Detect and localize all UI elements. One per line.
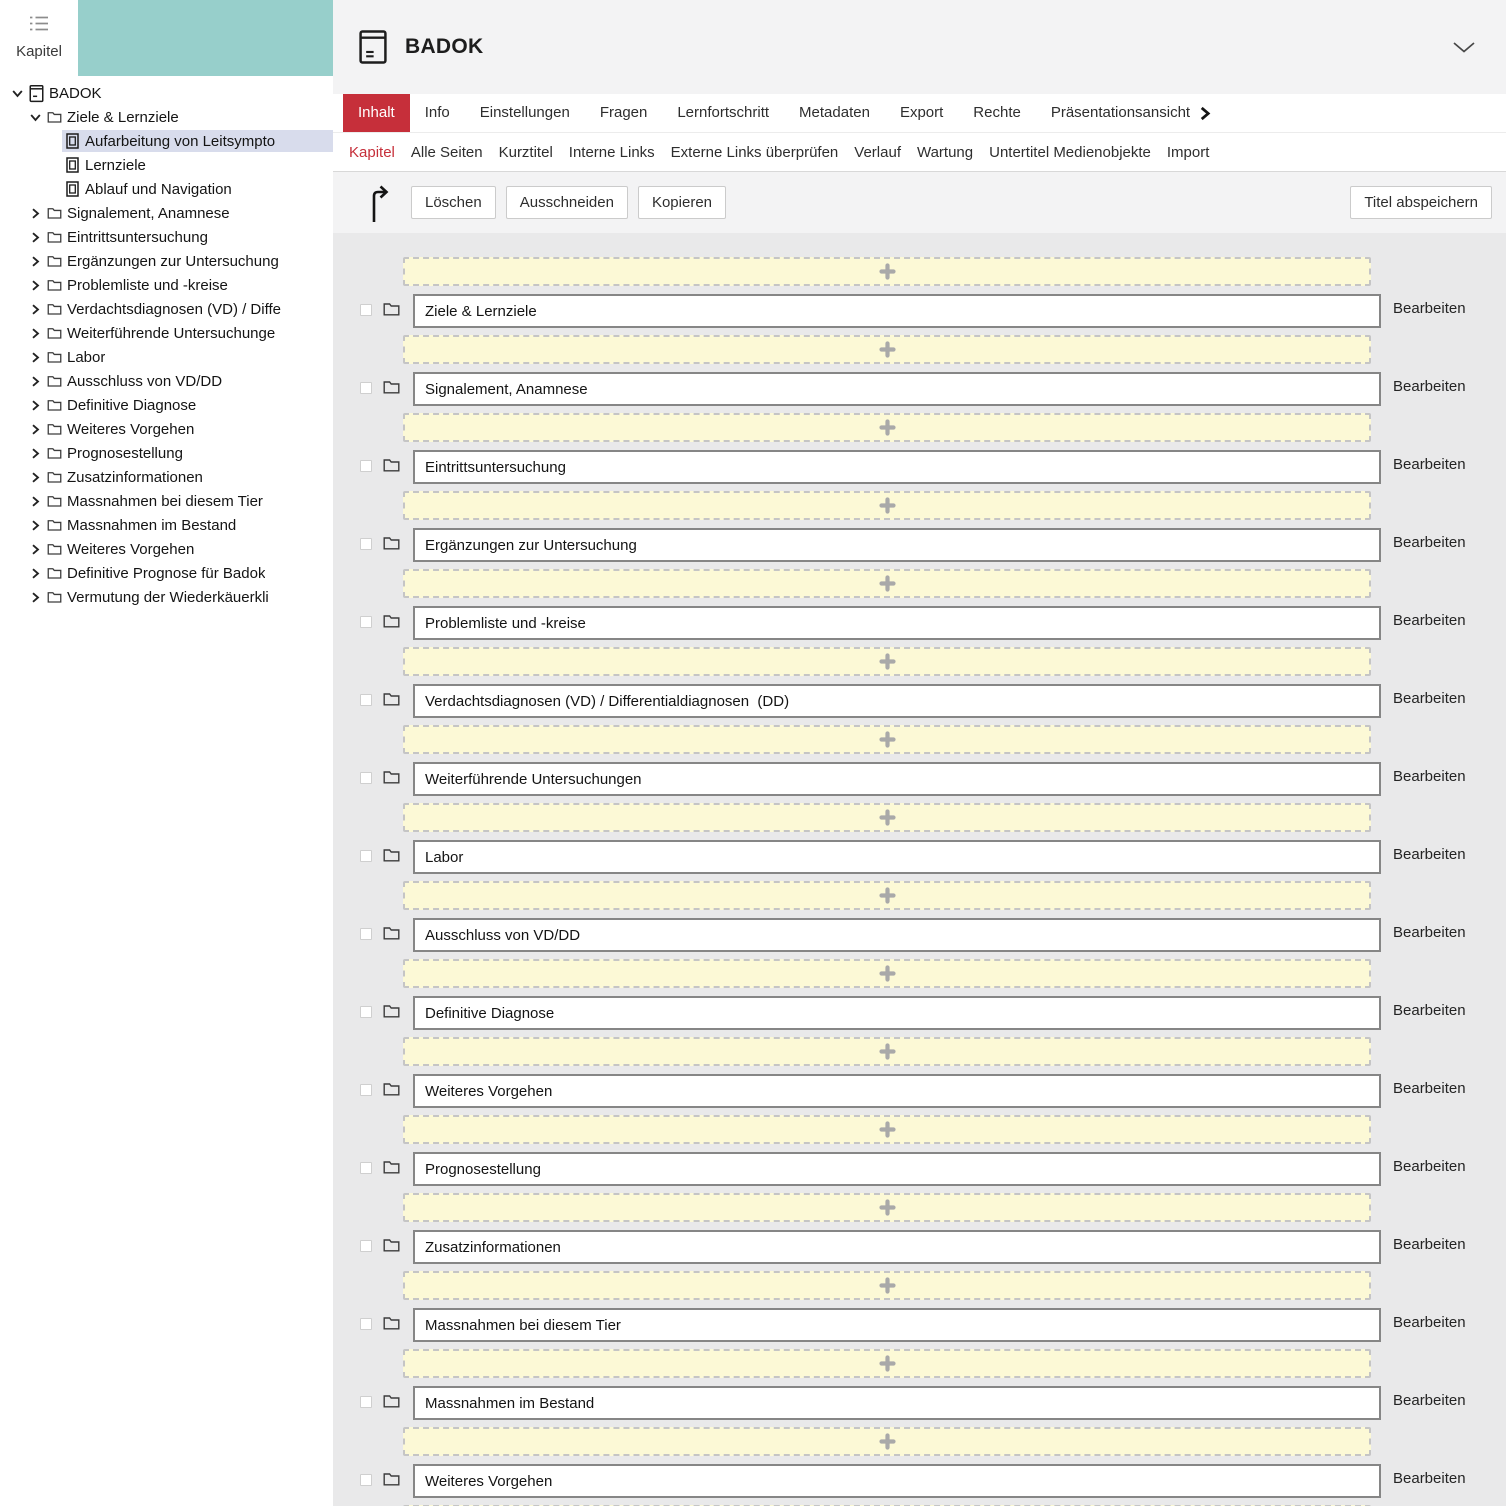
insert-chapter-dropzone[interactable] [403, 1271, 1371, 1300]
subtab-alle-seiten[interactable]: Alle Seiten [410, 143, 483, 161]
chapter-row-ausschluss-von-vd-dd [360, 918, 1506, 952]
sidebar-header [0, 0, 333, 76]
chapter-title-input[interactable] [413, 1464, 1381, 1498]
edit-link[interactable]: Bearbeiten [1393, 1236, 1466, 1253]
chevron-right-icon[interactable] [26, 228, 44, 246]
folder-icon [44, 279, 64, 291]
plus-icon [879, 263, 896, 280]
book-icon [26, 84, 46, 103]
plus-icon [879, 1433, 896, 1450]
plus-icon [879, 497, 896, 514]
chapter-title-input[interactable] [413, 1308, 1381, 1342]
chevron-right-icon[interactable] [26, 204, 44, 222]
chapter-title-input[interactable] [413, 372, 1381, 406]
tree-item-definitive-diagnose[interactable] [0, 393, 333, 417]
chapter-row-definitive-diagnose [360, 996, 1506, 1030]
subtab-kapitel[interactable]: Kapitel [349, 143, 395, 161]
sidebar-teal-banner [78, 0, 333, 76]
chevron-right-icon[interactable] [26, 276, 44, 294]
chapter-title-input[interactable] [413, 528, 1381, 562]
plus-icon [879, 965, 896, 982]
chapter-checkbox[interactable] [360, 382, 372, 394]
save-title-button[interactable]: Titel abspeichern [1350, 186, 1492, 219]
kopieren-button[interactable]: Kopieren [638, 186, 726, 219]
chevron-right-icon[interactable] [26, 540, 44, 558]
chapter-checkbox[interactable] [360, 772, 372, 784]
tree-item-ausschluss-von-vd-dd[interactable] [0, 369, 333, 393]
chapter-row-massnahmen-bei-diesem-tier [360, 1308, 1506, 1342]
tree-item-ablauf-und-navigation[interactable] [0, 177, 333, 201]
chapter-row-labor [360, 840, 1506, 874]
folder-icon [44, 543, 64, 555]
tree-item-label: Prognosestellung [67, 444, 183, 462]
edit-link[interactable]: Bearbeiten [1393, 768, 1466, 785]
chapter-title-input[interactable] [413, 1152, 1381, 1186]
toolbar-buttons [411, 186, 736, 219]
insert-chapter-dropzone[interactable] [403, 491, 1371, 520]
chevron-down-icon[interactable] [26, 108, 44, 126]
tree-item-vermutung-der-wiederk-uerkli[interactable] [0, 585, 333, 609]
subtab-interne-links[interactable]: Interne Links [568, 143, 655, 161]
chapter-title-input[interactable] [413, 1074, 1381, 1108]
page-icon [62, 181, 82, 197]
chapter-title-input[interactable] [413, 450, 1381, 484]
insert-chapter-dropzone[interactable] [403, 1427, 1371, 1456]
folder-icon [383, 692, 400, 706]
edit-link[interactable]: Bearbeiten [1393, 1002, 1466, 1019]
chevron-right-icon[interactable] [26, 516, 44, 534]
chapter-checkbox[interactable] [360, 1006, 372, 1018]
edit-link[interactable]: Bearbeiten [1393, 612, 1466, 629]
insert-chapter-dropzone[interactable] [403, 1193, 1371, 1222]
main-header [333, 0, 1506, 94]
tab-rechte[interactable]: Rechte [973, 104, 1021, 121]
plus-icon [879, 731, 896, 748]
insert-chapter-dropzone[interactable] [403, 1037, 1371, 1066]
tree-item-label: Problemliste und -kreise [67, 276, 228, 294]
insert-chapter-dropzone[interactable] [403, 1349, 1371, 1378]
chapter-row-problemliste-und-kreise [360, 606, 1506, 640]
chapter-checkbox[interactable] [360, 1474, 372, 1486]
folder-icon [44, 567, 64, 579]
chapter-row-zusatzinformationen [360, 1230, 1506, 1264]
insert-chapter-dropzone[interactable] [403, 881, 1371, 910]
chevron-right-icon[interactable] [26, 444, 44, 462]
subtab-import[interactable]: Import [1166, 143, 1210, 161]
folder-icon [383, 1082, 400, 1096]
plus-icon [879, 887, 896, 904]
chapter-title-input[interactable] [413, 1386, 1381, 1420]
plus-icon [879, 1043, 896, 1060]
tree-item-label: Ausschluss von VD/DD [67, 372, 223, 390]
chevron-right-icon[interactable] [26, 564, 44, 582]
folder-icon [383, 302, 400, 316]
chevron-right-icon [1198, 105, 1211, 121]
folder-icon [383, 614, 400, 628]
tab-export[interactable]: Export [899, 104, 944, 121]
folder-icon [44, 255, 64, 267]
folder-icon [44, 447, 64, 459]
folder-icon [383, 1238, 400, 1252]
tree-item-label: Verdachtsdiagnosen (VD) / Diffe [67, 300, 282, 318]
chapter-title-input[interactable] [413, 996, 1381, 1030]
folder-icon [383, 536, 400, 550]
tab-pr-sentationsansicht[interactable]: Präsentationsansicht [1036, 94, 1226, 132]
insert-chapter-dropzone[interactable] [403, 1115, 1371, 1144]
tree-item-weiterf-hrende-untersuchunge[interactable] [0, 321, 333, 345]
folder-icon [44, 111, 64, 123]
tree-item-definitive-prognose-f-r-badok[interactable] [0, 561, 333, 585]
chapter-tree [0, 76, 333, 609]
tree-item-signalement-anamnese[interactable] [0, 201, 333, 225]
tree-item-label: Ergänzungen zur Untersuchung [67, 252, 279, 270]
sidebar-header-label: Kapitel [16, 43, 62, 60]
tree-item-badok[interactable] [0, 81, 333, 105]
tree-item-eintrittsuntersuchung[interactable] [0, 225, 333, 249]
chevron-right-icon[interactable] [26, 300, 44, 318]
plus-icon [879, 1355, 896, 1372]
insert-chapter-dropzone[interactable] [403, 647, 1371, 676]
chapter-title-input[interactable] [413, 840, 1381, 874]
tree-item-erg-nzungen-zur-untersuchung[interactable] [0, 249, 333, 273]
chapter-title-input[interactable] [413, 294, 1381, 328]
folder-icon [383, 926, 400, 940]
chapter-title-input[interactable] [413, 606, 1381, 640]
folder-icon [383, 1472, 400, 1486]
chapter-row-massnahmen-im-bestand [360, 1386, 1506, 1420]
chevron-right-icon[interactable] [26, 348, 44, 366]
insert-chapter-dropzone[interactable] [403, 803, 1371, 832]
edit-link[interactable]: Bearbeiten [1393, 846, 1466, 863]
chapter-title-input[interactable] [413, 684, 1381, 718]
chevron-right-icon[interactable] [26, 468, 44, 486]
chapter-checkbox[interactable] [360, 304, 372, 316]
subtab-wartung[interactable]: Wartung [916, 143, 974, 161]
edit-link[interactable]: Bearbeiten [1393, 1080, 1466, 1097]
tab-metadaten[interactable]: Metadaten [799, 104, 870, 121]
tree-item-problemliste-und-kreise[interactable] [0, 273, 333, 297]
tree-item-massnahmen-im-bestand[interactable] [0, 513, 333, 537]
folder-icon [44, 327, 64, 339]
chapter-checkbox[interactable] [360, 460, 372, 472]
toolbar [333, 172, 1506, 233]
tree-item-lernziele[interactable] [0, 153, 333, 177]
tree-item-label: Massnahmen bei diesem Tier [67, 492, 263, 510]
chevron-right-icon[interactable] [26, 588, 44, 606]
page-title: BADOK [405, 35, 484, 58]
move-arrow-icon[interactable] [367, 182, 391, 224]
insert-chapter-dropzone[interactable] [403, 257, 1371, 286]
folder-icon [383, 1004, 400, 1018]
insert-chapter-dropzone[interactable] [403, 335, 1371, 364]
insert-chapter-dropzone[interactable] [403, 959, 1371, 988]
tree-item-prognosestellung[interactable] [0, 441, 333, 465]
chapter-title-input[interactable] [413, 1230, 1381, 1264]
chapter-title-input[interactable] [413, 918, 1381, 952]
chevron-right-icon[interactable] [26, 396, 44, 414]
tab-fragen[interactable]: Fragen [599, 104, 648, 121]
chapter-row-weiteres-vorgehen [360, 1074, 1506, 1108]
tree-item-label: Weiteres Vorgehen [67, 420, 195, 438]
folder-icon [383, 1316, 400, 1330]
course-book-icon [358, 29, 388, 65]
chevron-right-icon[interactable] [26, 420, 44, 438]
tree-item-label: Signalement, Anamnese [67, 204, 230, 222]
subtab-verlauf[interactable]: Verlauf [854, 143, 901, 161]
edit-link[interactable]: Bearbeiten [1393, 1314, 1466, 1331]
chapter-checkbox[interactable] [360, 538, 372, 550]
plus-icon [879, 653, 896, 670]
folder-icon [44, 303, 64, 315]
plus-icon [879, 1121, 896, 1138]
tab-lernfortschritt[interactable]: Lernfortschritt [677, 104, 770, 121]
tree-item-label: BADOK [49, 84, 102, 102]
ausschneiden-button[interactable]: Ausschneiden [506, 186, 628, 219]
tab-info[interactable]: Info [424, 104, 450, 121]
plus-icon [879, 1277, 896, 1294]
chapter-row-eintrittsuntersuchung [360, 450, 1506, 484]
chapter-row-weiterf-hrende-untersuchungen [360, 762, 1506, 796]
tree-item-massnahmen-bei-diesem-tier[interactable] [0, 489, 333, 513]
chapter-row-verdachtsdiagnosen-vd-differentialdiagnosen-dd [360, 684, 1506, 718]
folder-icon [44, 375, 64, 387]
plus-icon [879, 809, 896, 826]
page-icon [62, 157, 82, 173]
subtab-externe-links-berpr-fen[interactable]: Externe Links überprüfen [670, 143, 839, 161]
chapter-row-ziele-lernziele [360, 294, 1506, 328]
folder-icon [383, 770, 400, 784]
chapter-checkbox[interactable] [360, 1162, 372, 1174]
insert-chapter-dropzone[interactable] [403, 569, 1371, 598]
chevron-down-icon[interactable] [8, 84, 26, 102]
chapter-row-erg-nzungen-zur-untersuchung [360, 528, 1506, 562]
plus-icon [879, 341, 896, 358]
folder-icon [44, 423, 64, 435]
insert-chapter-dropzone[interactable] [403, 413, 1371, 442]
main-tab-bar [333, 94, 1506, 133]
chevron-right-icon[interactable] [26, 372, 44, 390]
edit-link[interactable]: Bearbeiten [1393, 300, 1466, 317]
tree-item-label: Ziele & Lernziele [67, 108, 179, 126]
insert-chapter-dropzone[interactable] [403, 725, 1371, 754]
folder-icon [44, 591, 64, 603]
tree-item-label: Weiteres Vorgehen [67, 540, 195, 558]
folder-icon [383, 458, 400, 472]
edit-link[interactable]: Bearbeiten [1393, 1392, 1466, 1409]
edit-link[interactable]: Bearbeiten [1393, 1470, 1466, 1487]
tree-item-label: Eintrittsuntersuchung [67, 228, 208, 246]
tree-item-label: Definitive Diagnose [67, 396, 197, 414]
tree-item-label: Vermutung der Wiederkäuerkli [67, 588, 269, 606]
folder-icon [383, 848, 400, 862]
edit-link[interactable]: Bearbeiten [1393, 378, 1466, 395]
chevron-right-icon[interactable] [26, 252, 44, 270]
tab-einstellungen[interactable]: Einstellungen [479, 104, 570, 121]
tree-item-zusatzinformationen[interactable] [0, 465, 333, 489]
sidebar [0, 0, 333, 1506]
tree-item-label: Massnahmen im Bestand [67, 516, 237, 534]
chapter-row-weiteres-vorgehen [360, 1464, 1506, 1498]
chevron-right-icon[interactable] [26, 492, 44, 510]
chapter-checkbox[interactable] [360, 1396, 372, 1408]
tree-item-label: Lernziele [85, 156, 146, 174]
tree-expander-placeholder [44, 132, 62, 150]
tab-inhalt[interactable]: Inhalt [343, 94, 410, 132]
plus-icon [879, 419, 896, 436]
tree-item-label: Ablauf und Navigation [85, 180, 232, 198]
edit-link[interactable]: Bearbeiten [1393, 1158, 1466, 1175]
folder-icon [44, 351, 64, 363]
sub-tab-bar [333, 133, 1506, 172]
tree-item-label: Aufarbeitung von Leitsympto [85, 132, 276, 150]
chapter-checkbox[interactable] [360, 1084, 372, 1096]
l-schen-button[interactable]: Löschen [411, 186, 496, 219]
folder-icon [383, 1394, 400, 1408]
sidebar-kapitel-toggle[interactable] [0, 0, 78, 76]
subtab-kurztitel[interactable]: Kurztitel [498, 143, 553, 161]
edit-link[interactable]: Bearbeiten [1393, 456, 1466, 473]
tree-item-label: Labor [67, 348, 106, 366]
edit-link[interactable]: Bearbeiten [1393, 534, 1466, 551]
chapter-row-signalement-anamnese [360, 372, 1506, 406]
plus-icon [879, 575, 896, 592]
tree-item-ziele-lernziele[interactable] [0, 105, 333, 129]
folder-icon [383, 1160, 400, 1174]
tree-item-weiteres-vorgehen[interactable] [0, 417, 333, 441]
plus-icon [879, 1199, 896, 1216]
folder-icon [383, 380, 400, 394]
chapter-title-input[interactable] [413, 762, 1381, 796]
chevron-right-icon[interactable] [26, 324, 44, 342]
tree-item-labor[interactable] [0, 345, 333, 369]
list-icon [29, 15, 49, 37]
chapter-checkbox[interactable] [360, 694, 372, 706]
tree-expander-placeholder [44, 180, 62, 198]
chapter-checkbox[interactable] [360, 850, 372, 862]
folder-icon [44, 519, 64, 531]
collapse-chevron-down-icon[interactable] [1452, 41, 1476, 54]
tree-item-label: Definitive Prognose für Badok [67, 564, 266, 582]
chapter-row-prognosestellung [360, 1152, 1506, 1186]
tree-expander-placeholder [44, 156, 62, 174]
tree-item-aufarbeitung-von-leitsympto[interactable] [0, 129, 333, 153]
folder-icon [44, 207, 64, 219]
tree-item-verdachtsdiagnosen-vd-diffe[interactable] [0, 297, 333, 321]
folder-icon [44, 399, 64, 411]
edit-link[interactable]: Bearbeiten [1393, 924, 1466, 941]
chapter-list [333, 233, 1506, 1506]
page-icon [62, 133, 82, 149]
chapter-checkbox[interactable] [360, 928, 372, 940]
edit-link[interactable]: Bearbeiten [1393, 690, 1466, 707]
folder-icon [44, 231, 64, 243]
chapter-checkbox[interactable] [360, 1318, 372, 1330]
tree-item-label: Zusatzinformationen [67, 468, 203, 486]
chapter-checkbox[interactable] [360, 616, 372, 628]
main-panel [333, 0, 1506, 1506]
subtab-untertitel-medienobjekte[interactable]: Untertitel Medienobjekte [989, 143, 1151, 161]
chapter-checkbox[interactable] [360, 1240, 372, 1252]
folder-icon [44, 495, 64, 507]
folder-icon [44, 471, 64, 483]
tree-item-weiteres-vorgehen[interactable] [0, 537, 333, 561]
tree-item-label: Weiterführende Untersuchunge [67, 324, 276, 342]
